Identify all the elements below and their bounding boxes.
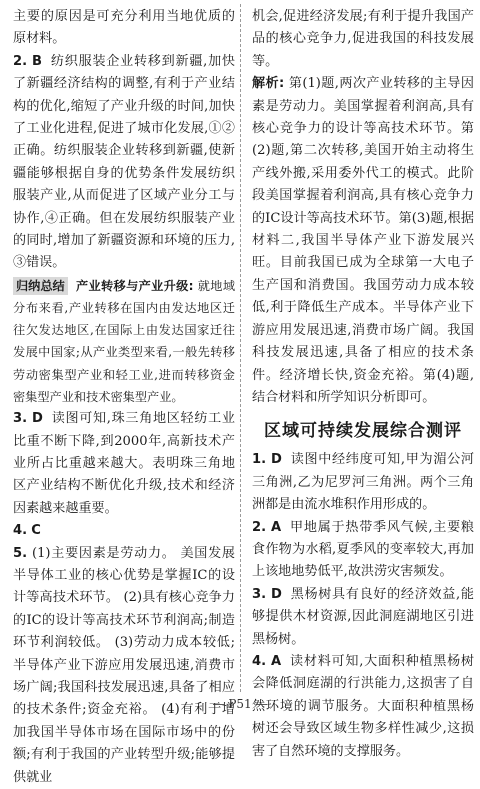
page-number: — P51 — [212,697,268,711]
explanation-text: (1)主要因素是劳动力。 美国发展半导体工业的核心优势是掌握IC的设计等高技术环节。 (2)具有核心竞争力的IC的设计等高技术环节利润高;制造环节利润较低。 (3)劳动力成本较低;半导体产业下游应用发展迅速,消费市场广阔;我国科技发展迅速,具备了相应的技术条件;资金充裕。 (4)有利于增加我国半导体市场在国际市场中的份额;有利于我国的产业转型升级;能够提供就业 [13,545,235,785]
analysis-paragraph [252,73,474,409]
answer-letter: D [270,586,282,602]
answer-q4 [13,520,235,542]
explanation-text: 黑杨树具有良好的经济效益,能够提供木材资源,因此洞庭湖地区引进黑杨树。 [252,586,474,647]
answer-q3 [13,408,235,520]
summary-text: 就地域分布来看,产业转移在国内由发达地区迁往欠发达地区,在国际上由发达国家迁往发展中国家;从产业类型来看,一般先转移劳动密集型产业和轻工业,进而转移资金密集型产业和技术密集型产业。 [13,278,236,404]
explanation-text: 纺织服装企业转移到新疆,加快了新疆经济结构的调整,有利于产业结构的优化,缩短了产业升级的时间,加快了工业化进程,促进了城市化发展,①②正确。纺织服装企业转移到新疆,使新疆能够根据自身的优势条件发展纺织服装产业,从而促进了区域产业分工与协作,④正确。但在发展纺织服装产业的同时,增加了新疆资源和环境的压力,③错误。 [13,53,235,271]
explanation-text: 读材料可知,大面积种植黑杨树会降低洞庭湖的行洪能力,这损害了自然环境的调节服务。大面积种植黑杨树还会导致区域生物多样性减少,这损害了自然环境的支撑服务。 [252,653,474,759]
answer-letter: B [32,53,42,69]
explanation-text: 甲地属于热带季风气候,主要粮食作物为水稻,夏季风的变率较大,再加上该地地势低平,故洪涝灾害频发。 [252,519,474,580]
answer-q1 [252,449,474,516]
explanation-text: 读图可知,珠三角地区轻纺工业比重不断下降,到2000年,高新技术产业所占比重越来越大。表明珠三角地区产业结构不断优化升级,技术和经济因素越来越重要。 [13,411,235,516]
section-title: 区域可持续发展综合测评 [264,421,462,442]
summary-title: 产业转移与产业升级: [75,278,194,293]
answer-letter: A [271,653,282,669]
question-number: 2. [13,53,28,69]
answer-q3 [252,584,474,651]
answer-q2 [252,517,474,584]
answer-q5 [13,543,235,789]
answer-q2 [13,51,235,275]
summary-box [13,275,235,408]
question-number: 5. [13,545,28,561]
question-number: 4. [252,653,267,669]
answer-letter: C [31,523,41,539]
explanation-text: 读图中经纬度可知,甲为湄公河三角洲,乙为尼罗河三角洲。两个三角洲都是由流水堆积作用形成的。 [252,452,474,513]
analysis-text: 第(1)题,两次产业转移的主导因素是劳动力。美国掌握着利润高,具有核心竞争力的设计等高技术环节。第(2)题,第二次转移,美国开始主动将生产线外搬,采用委外代工的模式。此阶段美国掌握着利润高,具有核心竞争力的IC设计等高技术环节。第(3)题,根据材料二,我国半导体产业下游发展兴旺。目前我国已成为全球第一大电子生产国和消费国。我国劳动力成本较低,利于降低生产成本。半导体产业下游应用发展迅速,消费市场广阔。我国科技发展迅速,具备了相应的技术条件。经济增长快,资金充裕。第(4)题,结合材料和所学知识分析即可。 [252,76,474,405]
summary-tag: 归纳总结 [13,277,68,295]
intro-paragraph: 主要的原因是可充分利用当地优质的原材料。 [13,9,235,47]
question-number: 1. [252,452,267,468]
answer-letter: A [271,519,282,535]
question-number: 3. [13,411,28,427]
continued-text: 机会,促进经济发展;有利于提升我国产品的核心竞争力,促进我国的科技发展等。 [252,9,474,69]
question-number: 2. [252,519,267,535]
answer-letter: D [31,411,43,427]
question-number: 3. [252,586,267,602]
question-number: 4. [13,523,28,539]
right-column [252,6,474,763]
answer-letter: D [270,452,282,468]
left-column [13,6,235,789]
column-divider [240,4,241,692]
analysis-label: 解析: [252,76,285,92]
